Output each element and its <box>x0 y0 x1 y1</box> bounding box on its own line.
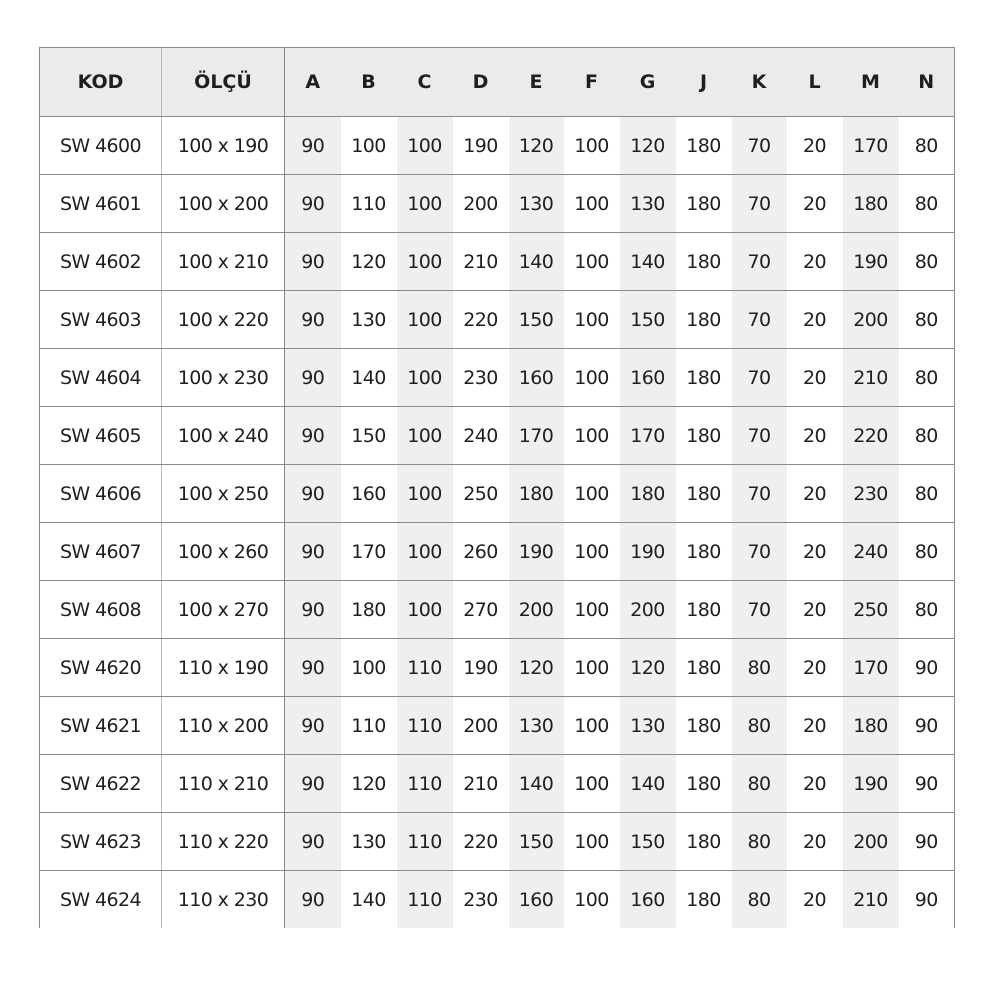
cell-n: 90 <box>899 813 955 871</box>
cell-k: 70 <box>732 465 787 523</box>
cell-g: 120 <box>620 639 676 697</box>
cell-a: 90 <box>285 117 341 175</box>
cell-g: 180 <box>620 465 676 523</box>
cell-e: 150 <box>509 291 564 349</box>
cell-c: 100 <box>397 175 453 233</box>
column-header-olcu: ÖLÇÜ <box>162 48 285 117</box>
cell-k: 80 <box>732 871 787 929</box>
cell-kod: SW 4624 <box>40 871 162 929</box>
cell-e: 150 <box>509 813 564 871</box>
cell-k: 70 <box>732 581 787 639</box>
cell-d: 190 <box>453 117 509 175</box>
table-row <box>40 755 955 813</box>
cell-l: 20 <box>787 233 843 291</box>
cell-k: 80 <box>732 639 787 697</box>
cell-g: 130 <box>620 175 676 233</box>
cell-f: 100 <box>564 117 620 175</box>
cell-m: 210 <box>843 871 899 929</box>
cell-c: 100 <box>397 523 453 581</box>
cell-n: 80 <box>899 581 955 639</box>
cell-n: 80 <box>899 407 955 465</box>
cell-a: 90 <box>285 291 341 349</box>
cell-m: 190 <box>843 233 899 291</box>
table-row <box>40 291 955 349</box>
cell-l: 20 <box>787 465 843 523</box>
cell-j: 180 <box>676 581 732 639</box>
cell-b: 170 <box>341 523 397 581</box>
cell-a: 90 <box>285 349 341 407</box>
cell-b: 120 <box>341 233 397 291</box>
cell-c: 110 <box>397 813 453 871</box>
cell-c: 100 <box>397 581 453 639</box>
cell-m: 250 <box>843 581 899 639</box>
cell-c: 100 <box>397 349 453 407</box>
cell-a: 90 <box>285 175 341 233</box>
dimension-table <box>39 47 955 928</box>
cell-l: 20 <box>787 639 843 697</box>
cell-olcu: 100 x 240 <box>162 407 285 465</box>
cell-d: 210 <box>453 755 509 813</box>
cell-d: 260 <box>453 523 509 581</box>
cell-f: 100 <box>564 755 620 813</box>
cell-j: 180 <box>676 639 732 697</box>
cell-k: 70 <box>732 291 787 349</box>
cell-l: 20 <box>787 291 843 349</box>
cell-n: 90 <box>899 755 955 813</box>
cell-f: 100 <box>564 175 620 233</box>
cell-olcu: 100 x 210 <box>162 233 285 291</box>
cell-a: 90 <box>285 755 341 813</box>
table-header <box>40 48 955 117</box>
cell-n: 80 <box>899 117 955 175</box>
cell-b: 140 <box>341 349 397 407</box>
cell-l: 20 <box>787 407 843 465</box>
table-row <box>40 349 955 407</box>
cell-a: 90 <box>285 639 341 697</box>
cell-l: 20 <box>787 117 843 175</box>
cell-f: 100 <box>564 581 620 639</box>
cell-m: 200 <box>843 291 899 349</box>
table-row <box>40 233 955 291</box>
cell-m: 170 <box>843 117 899 175</box>
cell-a: 90 <box>285 465 341 523</box>
cell-c: 110 <box>397 697 453 755</box>
cell-j: 180 <box>686 888 721 911</box>
cell-j: 180 <box>676 349 732 407</box>
cell-k: 70 <box>732 349 787 407</box>
cell-kod: SW 4600 <box>40 117 162 175</box>
cell-b: 140 <box>351 888 386 911</box>
cell-g: 120 <box>620 117 676 175</box>
cell-kod: SW 4620 <box>40 639 162 697</box>
cell-g: 150 <box>620 813 676 871</box>
cell-j: 180 <box>676 755 732 813</box>
cell-e: 160 <box>509 349 564 407</box>
cell-kod: SW 4605 <box>40 407 162 465</box>
cell-f: 100 <box>564 813 620 871</box>
cell-f: 100 <box>564 233 620 291</box>
cell-k: 70 <box>732 175 787 233</box>
cell-g: 160 <box>620 871 676 929</box>
cell-e: 200 <box>509 581 564 639</box>
cell-b: 130 <box>341 291 397 349</box>
cell-g: 150 <box>620 291 676 349</box>
cell-l: 20 <box>787 813 843 871</box>
cell-a: 90 <box>285 813 341 871</box>
cell-f: 100 <box>564 291 620 349</box>
cell-kod: SW 4608 <box>40 581 162 639</box>
column-header-n: N <box>899 48 955 117</box>
column-header-c: C <box>397 48 453 117</box>
cell-olcu: 100 x 220 <box>162 291 285 349</box>
table-row <box>40 407 955 465</box>
cell-e: 160 <box>509 871 564 929</box>
cell-olcu: 100 x 230 <box>162 349 285 407</box>
cell-l: 20 <box>787 755 843 813</box>
cell-b: 130 <box>341 813 397 871</box>
cell-kod: SW 4603 <box>40 291 162 349</box>
cell-l: 20 <box>787 581 843 639</box>
cell-kod: SW 4623 <box>40 813 162 871</box>
cell-j: 180 <box>676 117 732 175</box>
cell-a: 90 <box>285 407 341 465</box>
cell-a: 90 <box>285 871 341 929</box>
cell-f: 100 <box>564 639 620 697</box>
cell-m: 190 <box>843 755 899 813</box>
cell-k: 70 <box>732 233 787 291</box>
cell-d: 200 <box>453 697 509 755</box>
cell-n: 90 <box>899 639 955 697</box>
cell-d: 230 <box>453 349 509 407</box>
table-row <box>40 465 955 523</box>
cell-g: 140 <box>620 755 676 813</box>
cell-b: 100 <box>341 639 397 697</box>
cell-f: 100 <box>564 523 620 581</box>
cell-olcu: 110 x 220 <box>162 813 285 871</box>
cell-d: 210 <box>453 233 509 291</box>
cell-g: 200 <box>620 581 676 639</box>
cell-j: 180 <box>676 465 732 523</box>
dimension-table-container <box>39 47 950 928</box>
cell-c: 110 <box>397 639 453 697</box>
cell-b: 160 <box>341 465 397 523</box>
column-header-kod: KOD <box>40 48 162 117</box>
cell-n: 80 <box>899 175 955 233</box>
cell-g: 130 <box>620 697 676 755</box>
cell-n: 80 <box>899 465 955 523</box>
cell-c: 110 <box>397 755 453 813</box>
cell-j: 180 <box>676 523 732 581</box>
cell-l: 20 <box>787 697 843 755</box>
cell-olcu: 110 x 210 <box>162 755 285 813</box>
cell-c: 110 <box>397 871 453 929</box>
cell-kod: SW 4606 <box>40 465 162 523</box>
cell-j: 180 <box>676 291 732 349</box>
cell-kod: SW 4601 <box>40 175 162 233</box>
cell-olcu: 100 x 190 <box>162 117 285 175</box>
cell-j: 180 <box>676 697 732 755</box>
cell-n: 90 <box>899 697 955 755</box>
column-header-b: B <box>341 48 397 117</box>
cell-c: 100 <box>397 291 453 349</box>
cell-kod: SW 4621 <box>40 697 162 755</box>
column-header-d: D <box>453 48 509 117</box>
cell-e: 120 <box>509 117 564 175</box>
cell-d: 240 <box>453 407 509 465</box>
cell-b: 110 <box>341 175 397 233</box>
cell-c: 100 <box>397 465 453 523</box>
table-row <box>40 175 955 233</box>
cell-kod: SW 4604 <box>40 349 162 407</box>
cell-d: 220 <box>453 291 509 349</box>
cell-olcu: 100 x 270 <box>162 581 285 639</box>
cell-g: 140 <box>620 233 676 291</box>
cell-j: 180 <box>676 175 732 233</box>
column-header-e: E <box>509 48 564 117</box>
cell-b: 180 <box>341 581 397 639</box>
table-row <box>40 697 955 755</box>
cell-m: 210 <box>843 349 899 407</box>
cell-c: 100 <box>397 233 453 291</box>
cell-olcu: 110 x 200 <box>162 697 285 755</box>
cell-e: 130 <box>509 175 564 233</box>
cell-f: 100 <box>564 465 620 523</box>
column-header-g: G <box>620 48 676 117</box>
cell-g: 170 <box>620 407 676 465</box>
cell-a: 90 <box>285 523 341 581</box>
cell-k: 70 <box>732 523 787 581</box>
cell-k: 70 <box>732 117 787 175</box>
cell-c: 100 <box>397 117 453 175</box>
cell-d: 190 <box>453 639 509 697</box>
cell-e: 130 <box>509 697 564 755</box>
cell-e: 170 <box>509 407 564 465</box>
cell-e: 180 <box>509 465 564 523</box>
column-header-l: L <box>787 48 843 117</box>
cell-d: 250 <box>453 465 509 523</box>
table-row <box>40 117 955 175</box>
column-header-k: K <box>732 48 787 117</box>
cell-olcu: 100 x 200 <box>162 175 285 233</box>
cell-olcu: 100 x 250 <box>162 465 285 523</box>
table-row <box>40 813 955 871</box>
cell-e: 140 <box>509 233 564 291</box>
cell-a: 90 <box>285 581 341 639</box>
cell-a: 90 <box>285 233 341 291</box>
column-header-m: M <box>843 48 899 117</box>
column-header-a: A <box>285 48 341 117</box>
cell-n: 80 <box>899 523 955 581</box>
cell-olcu: 100 x 260 <box>162 523 285 581</box>
cell-n: 80 <box>899 349 955 407</box>
cell-k: 80 <box>732 697 787 755</box>
cell-f: 100 <box>564 407 620 465</box>
cell-d: 220 <box>453 813 509 871</box>
cell-e: 190 <box>509 523 564 581</box>
cell-b: 150 <box>341 407 397 465</box>
cell-b: 110 <box>341 697 397 755</box>
cell-f: 100 <box>574 888 609 911</box>
cell-e: 140 <box>509 755 564 813</box>
cell-n: 80 <box>899 233 955 291</box>
cell-m: 200 <box>843 813 899 871</box>
cell-m: 220 <box>843 407 899 465</box>
cell-n: 80 <box>899 291 955 349</box>
cell-j: 180 <box>676 233 732 291</box>
cell-d: 230 <box>463 888 498 911</box>
cell-m: 170 <box>843 639 899 697</box>
cell-a: 90 <box>285 697 341 755</box>
cell-f: 100 <box>564 349 620 407</box>
cell-m: 180 <box>843 697 899 755</box>
cell-f: 100 <box>564 697 620 755</box>
table-body <box>40 117 955 929</box>
cell-k: 80 <box>732 813 787 871</box>
cell-olcu: 110 x 190 <box>162 639 285 697</box>
cell-olcu: 110 x 230 <box>162 871 285 929</box>
column-header-f: F <box>564 48 620 117</box>
cell-n: 90 <box>899 871 955 929</box>
column-header-j: J <box>676 48 732 117</box>
cell-b: 120 <box>341 755 397 813</box>
cell-l: 20 <box>787 175 843 233</box>
cell-m: 240 <box>843 523 899 581</box>
cell-l: 20 <box>803 888 826 911</box>
cell-kod: SW 4622 <box>40 755 162 813</box>
cell-l: 20 <box>787 349 843 407</box>
cell-j: 180 <box>676 813 732 871</box>
cell-b: 100 <box>341 117 397 175</box>
table-row <box>40 871 955 929</box>
cell-g: 190 <box>620 523 676 581</box>
cell-kod: SW 4607 <box>40 523 162 581</box>
cell-c: 100 <box>397 407 453 465</box>
cell-k: 70 <box>732 407 787 465</box>
cell-m: 180 <box>843 175 899 233</box>
cell-d: 270 <box>453 581 509 639</box>
cell-kod: SW 4602 <box>40 233 162 291</box>
cell-e: 120 <box>509 639 564 697</box>
table-row <box>40 639 955 697</box>
cell-m: 230 <box>843 465 899 523</box>
header-row <box>40 48 955 117</box>
table-row <box>40 581 955 639</box>
cell-g: 160 <box>620 349 676 407</box>
cell-k: 80 <box>732 755 787 813</box>
cell-l: 20 <box>787 523 843 581</box>
cell-j: 180 <box>676 407 732 465</box>
table-row <box>40 523 955 581</box>
cell-d: 200 <box>453 175 509 233</box>
